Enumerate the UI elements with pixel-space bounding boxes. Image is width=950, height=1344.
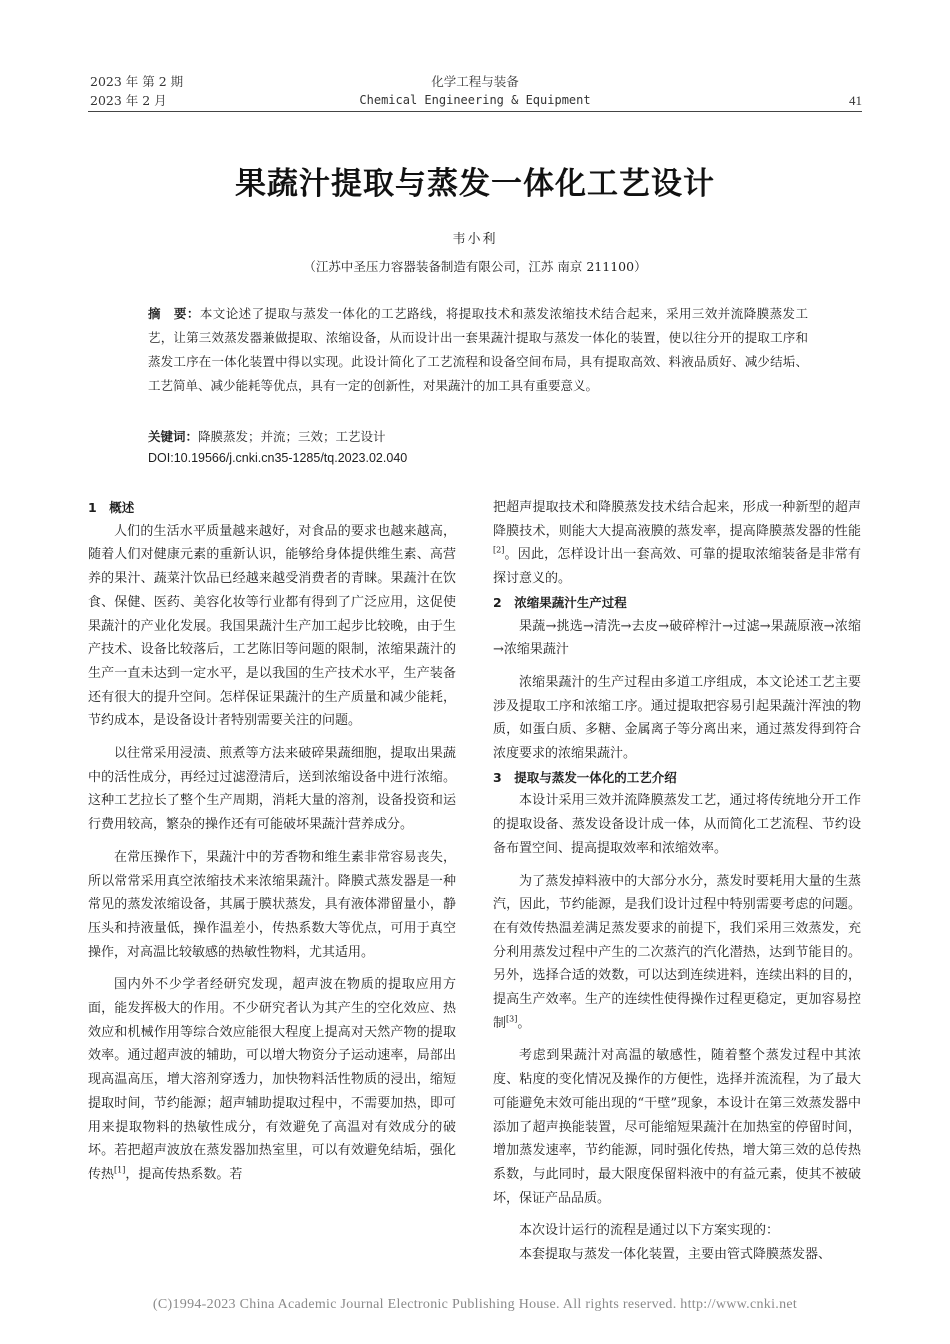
body-column-right — [493, 496, 861, 1267]
paragraph-text: 把超声提取技术和降膜蒸发技术结合起来，形成一种新型的超声降膜技术，则能大大提高液膜的蒸发率，提高降膜蒸发器的性能 — [493, 500, 861, 539]
paragraph — [493, 496, 861, 591]
abstract-label: 摘 要： — [148, 306, 200, 321]
section-heading-1: 1 概述 — [88, 500, 135, 515]
page-number: 41 — [849, 93, 862, 108]
paragraph: 本次设计运行的流程是通过以下方案实现的： — [519, 1223, 780, 1239]
keywords — [148, 426, 808, 448]
paragraph: 本套提取与蒸发一体化装置，主要由管式降膜蒸发器、 — [519, 1247, 832, 1263]
paragraph — [88, 973, 456, 1186]
paragraph: 人们的生活水平质量越来越好，对食品的要求也越来越高，随着人们对健康元素的重新认识，能够给身体提供维生素、高营养的果汁、蔬菜汁饮品已经越来越受消费者的青睐。果蔬汁在饮食、保健、医药、美容化妆等行业都有得到了广泛应用，这促使果蔬汁的产业化发展。我国果蔬汁生产加工起步比较晚，由于生产技术、设备比较落后，工艺陈旧等问题的限制，浓缩果蔬汁的生产一直未达到一定水平，是以我国的生产技术水平，生产装备还有很大的提升空间。怎样保证果蔬汁的生产质量和减少能耗，节约成本，是设备设计者特别需要关注的问题。 — [88, 523, 456, 729]
doi: DOI:10.19566/j.cnki.cn35-1285/tq.2023.02.040 — [148, 451, 408, 465]
section-heading-2: 2 浓缩果蔬汁生产过程 — [493, 594, 627, 610]
citation-ref[interactable]: [1] — [114, 1165, 126, 1175]
paragraph-text: 。因此，怎样设计出一套高效、可靠的提取浓缩装备是非常有探讨意义的。 — [493, 547, 861, 587]
header-rule — [88, 111, 862, 112]
journal-name-en: Chemical Engineering & Equipment — [359, 93, 591, 107]
paragraph-text: 国内外不少学者经研究发现，超声波在物质的提取应用方面，能发挥极大的作用。不少研究者认为其产生的空化效应、热效应和机械作用等综合效应能很大程度上提高对天然产物的提取效率。通过超声波的辅助，可以增大物资分子运动速率，局部出现高温高压，增大溶剂穿透力，加快物料活性物质的浸出，缩短提取时间，节约能源；超声辅助提取过程中，不需要加热，即可用来提取物料的热敏性成分，有效避免了高温对有效成分的破坏。若把超声波放在蒸发器加热室里，可以有效避免结垢，强化传热 — [88, 977, 456, 1182]
affiliation: （江苏中圣压力容器装备制造有限公司，江苏 南京 211100） — [303, 259, 647, 274]
paper-title: 果蔬汁提取与蒸发一体化工艺设计 — [235, 166, 715, 202]
paragraph: 考虑到果蔬汁对高温的敏感性，随着整个蒸发过程中其浓度、粘度的变化情况及操作的方便性，选择并流流程，为了最大可能避免末效可能出现的“干壁”现象，本设计在第三效蒸发器中添加了超声换能装置，尽可能缩短果蔬汁在加热室的停留时间，增加蒸发速率，节约能源，同时强化传热，增大第三效的总传热系数，与此同时，最大限度保留料液中的有益元素，使其不被破坏，保证产品品质。 — [493, 1048, 861, 1206]
citation-ref[interactable]: [2] — [493, 546, 505, 556]
section-heading-3: 3 提取与蒸发一体化的工艺介绍 — [493, 769, 677, 785]
paragraph: 以往常采用浸渍、煎煮等方法来破碎果蔬细胞，提取出果蔬中的活性成分，再经过过滤澄清后，送到浓缩设备中进行浓缩。这种工艺拉长了整个生产周期，消耗大量的溶剂，设备投资和运行费用较高，繁杂的操作还有可能破坏果蔬汁营养成分。 — [88, 746, 456, 833]
abstract-text: 本文论述了提取与蒸发一体化的工艺路线，将提取技术和蒸发浓缩技术结合起来，采用三效并流降膜蒸发工艺，让第三效蒸发器兼做提取、浓缩设备，从而设计出一套果蔬汁提取与蒸发一体化的装置，使以往分开的提取工序和蒸发工序在一体化装置中得以实现。此设计简化了工艺流程和设备空间布局，具有提取高效、料液品质好、减少结垢、工艺简单、减少能耗等优点，具有一定的创新性，对果蔬汁的加工具有重要意义。 — [148, 306, 808, 393]
abstract — [148, 302, 808, 398]
process-flow: 果蔬→挑选→清洗→去皮→破碎榨汁→过滤→果蔬原液→浓缩→浓缩果蔬汁 — [493, 618, 861, 658]
issue-number: 2023 年 第 2 期 — [90, 74, 184, 89]
author: 韦小利 — [452, 232, 498, 247]
citation-ref[interactable]: [3] — [506, 1014, 518, 1024]
running-header-center — [0, 72, 950, 110]
paragraph: 浓缩果蔬汁的生产过程由多道工序组成，本文论述工艺主要涉及提取工序和浓缩工序。通过提取把容易引起果蔬汁浑浊的物质，如蛋白质、多糖、金属离子等分离出来，通过蒸发得到符合浓度要求的浓缩果蔬汁。 — [493, 674, 861, 762]
paragraph-text: ，提高传热系数。若 — [125, 1166, 243, 1182]
keywords-text: 降膜蒸发；并流；三效；工艺设计 — [198, 429, 386, 444]
journal-name-cn: 化学工程与装备 — [431, 74, 519, 89]
paragraph-text: 。 — [517, 1015, 531, 1031]
keywords-label: 关键词： — [148, 429, 199, 444]
paragraph: 本设计采用三效并流降膜蒸发工艺，通过将传统地分开工作的提取设备、蒸发设备设计成一体，从而简化工艺流程、节约设备布置空间、提高提取效率和浓缩效率。 — [493, 793, 861, 856]
body-column-left — [88, 496, 456, 1187]
paragraph-text: 为了蒸发掉料液中的大部分水分，蒸发时要耗用大量的生蒸汽，因此，节约能源，是我们设计过程中特别需要考虑的问题。在有效传热温差满足蒸发要求的前提下，我们采用三效蒸发，充分利用蒸发过程中产生的二次蒸汽的汽化潜热，达到节能目的。另外，选择合适的效数，可以达到连续进料，连续出料的目的，提高生产效率。生产的连续性使得操作过程更稳定，更加容易控制 — [493, 873, 861, 1031]
issue-date: 2023 年 2 月 — [90, 93, 167, 108]
copyright-footer: (C)1994-2023 China Academic Journal Electronic Publishing House. All rights reserved. http://www.cnki.net — [152, 1297, 798, 1312]
paragraph — [493, 870, 861, 1036]
paragraph: 在常压操作下，果蔬汁中的芳香物和维生素非常容易丧失，所以常常采用真空浓缩技术来浓缩果蔬汁。降膜式蒸发器是一种常见的蒸发浓缩设备，其属于膜状蒸发，具有液体滞留量小，静压头和持液量低，操作温差小，传热系数大等优点，可用于真空操作，对高温比较敏感的热敏性物料，尤其适用。 — [88, 849, 456, 960]
